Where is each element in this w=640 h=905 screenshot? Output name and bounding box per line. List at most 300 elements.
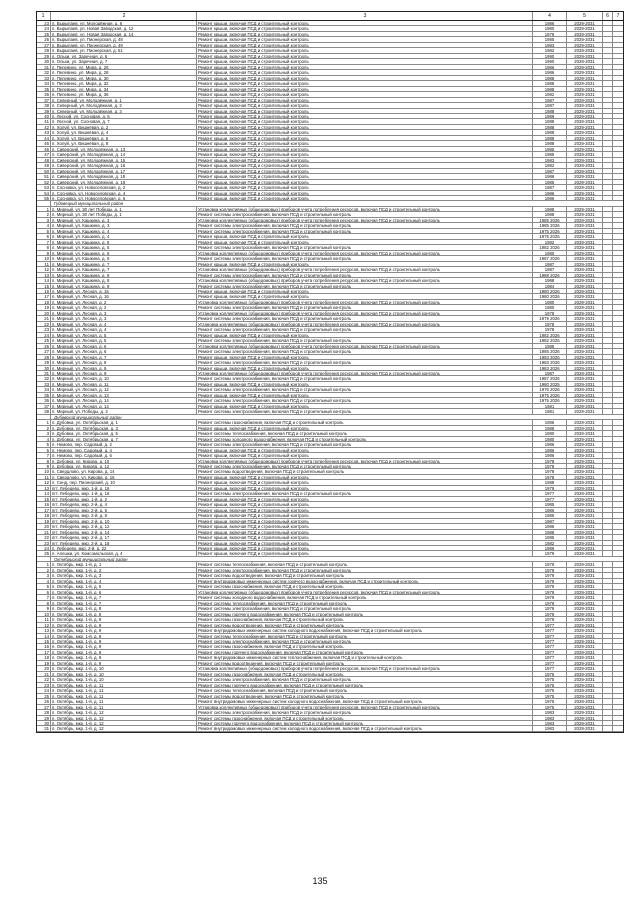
empty-cell [613, 65, 623, 69]
work-type-cell: Ремонт крыши, включая ПСД и строительный контроль [197, 54, 533, 58]
work-type-cell: Ремонт системы теплоснабжения, включая ПСД и строительный контроль [197, 562, 533, 566]
empty-cell [603, 37, 613, 41]
year-built-cell: 1986 [533, 196, 567, 200]
row-number-cell: 26 [37, 344, 51, 348]
year-built-cell: 1988 [533, 207, 567, 211]
row-number-cell: 24 [37, 333, 51, 337]
year-built-cell: 1978 [533, 475, 567, 479]
empty-cell [613, 37, 623, 41]
empty-cell [613, 114, 623, 118]
year-built-cell: 1980 2026 [533, 289, 567, 293]
year-built-cell: 1987 [533, 185, 567, 189]
year-built-cell: 1978 [533, 327, 567, 331]
empty-cell [613, 617, 623, 621]
address-cell: п. Дубовка, ул. Октябрьская, д. 3 [51, 426, 197, 430]
period-cell: 2029-2031 [567, 393, 603, 397]
work-type-cell: Ремонт крыши, включая ПСД и строительный контроль [197, 475, 533, 479]
row-number-cell: 38 [37, 103, 51, 107]
address-cell: п. Мирный, ул. Кашкина, д. 5 [51, 240, 197, 244]
empty-cell [613, 174, 623, 178]
work-type-cell: Ремонт системы электроснабжения, включая ПСД и строительный контроль [197, 212, 533, 216]
address-cell: п. Октябрь, мкр. 1-й, д. 12 [51, 726, 197, 730]
year-built-cell: 1985 [533, 37, 567, 41]
row-number-cell: 7 [37, 595, 51, 599]
year-built-cell: 1986 [533, 448, 567, 452]
year-built-cell: 1982 [533, 163, 567, 167]
address-cell: п. Октябрь, мкр. 1-й, д. 11 [51, 705, 197, 709]
work-type-cell: Ремонт крыши, включая ПСД и строительный контроль [197, 59, 533, 63]
work-type-cell: Установка коллективных (общедомовых) приборов учета потребления ресурсов, включая ПСД и строительный контроль [197, 371, 533, 375]
year-built-cell: 1986 [533, 70, 567, 74]
row-number-cell: 7 [37, 240, 51, 244]
row-number-cell: 10 [37, 256, 51, 260]
row-number-cell: 31 [37, 65, 51, 69]
year-built-cell: 1986 [533, 191, 567, 195]
address-cell: п. Мирный, ул. Лесная, д. 16 [51, 294, 197, 298]
row-number-cell: 21 [37, 316, 51, 320]
address-cell: п. Октябрь, мкр. 1-й, д. 9 [51, 661, 197, 665]
work-type-cell: Ремонт крыши, включая ПСД и строительный контроль [197, 136, 533, 140]
year-built-cell: 1983 [533, 721, 567, 725]
empty-cell [603, 612, 613, 616]
year-built-cell: 1977 [533, 491, 567, 495]
empty-cell [603, 426, 613, 430]
row-number-cell: 22 [37, 677, 51, 681]
period-cell: 2029-2031 [567, 644, 603, 648]
address-cell: пгт. Лебедево, мкр. 1-й, д. 2 [51, 497, 197, 501]
address-cell: п. Мирный, ул. Лесная, д. 11 [51, 382, 197, 386]
section-title: Гудовецкий муниципальный район [54, 201, 124, 206]
address-cell: п. Пелевино, ул. Мира, д. 32 [51, 81, 197, 85]
year-built-cell: 1983 [533, 710, 567, 714]
address-cell: п. Ольхи, ул. Заречная, д. 6 [51, 54, 197, 58]
period-cell: 2029-2031 [567, 21, 603, 25]
row-number-cell: 5 [37, 229, 51, 233]
empty-cell [613, 119, 623, 123]
empty-cell [603, 65, 613, 69]
address-cell: п. Мирный, ул. Лесная, д. 9 [51, 366, 197, 370]
period-cell: 2029-2031 [567, 617, 603, 621]
empty-cell [603, 185, 613, 189]
empty-cell [613, 491, 623, 495]
year-built-cell: 1986 [533, 453, 567, 457]
empty-cell [613, 300, 623, 304]
empty-cell [613, 371, 623, 375]
address-cell: п. Мирный, ул. Лесная, д. 10 [51, 376, 197, 380]
row-number-cell: 15 [37, 284, 51, 288]
row-number-cell: 16 [37, 644, 51, 648]
empty-cell [603, 644, 613, 648]
period-cell: 2029-2031 [567, 420, 603, 424]
period-cell: 2029-2031 [567, 196, 603, 200]
empty-cell [603, 475, 613, 479]
work-type-cell: Ремонт системы водоотведения, включая ПСД и строительный контроль [197, 469, 533, 473]
empty-cell [613, 185, 623, 189]
address-cell: п. Мирный, ул. Лесная, д. 7 [51, 355, 197, 359]
empty-cell [603, 431, 613, 435]
address-cell: п. Октябрь, мкр. 1-й, д. 9 [51, 639, 197, 643]
address-cell: п. Вырыпаев, ул. Новая Заводская, д. 12 [51, 26, 197, 30]
empty-cell [613, 508, 623, 512]
period-cell: 2029-2031 [567, 387, 603, 391]
address-cell: п. Мирный, ул. Лесная, д. 12 [51, 387, 197, 391]
period-cell: 2029-2031 [567, 710, 603, 714]
empty-cell [613, 284, 623, 288]
period-cell: 2029-2031 [567, 551, 603, 555]
empty-cell [613, 661, 623, 665]
period-cell: 2029-2031 [567, 716, 603, 720]
row-number-cell: 30 [37, 59, 51, 63]
period-cell: 2029-2031 [567, 426, 603, 430]
empty-cell [613, 519, 623, 523]
empty-cell [603, 344, 613, 348]
empty-cell [603, 114, 613, 118]
row-number-cell: 11 [37, 617, 51, 621]
empty-cell [603, 623, 613, 627]
row-number-cell: 34 [37, 81, 51, 85]
empty-cell [603, 661, 613, 665]
table-row [37, 726, 623, 731]
empty-cell [603, 130, 613, 134]
row-number-cell: 28 [37, 48, 51, 52]
row-number-cell: 49 [37, 163, 51, 167]
year-built-cell: 1985 2026 [533, 218, 567, 222]
empty-cell [603, 98, 613, 102]
empty-cell [613, 677, 623, 681]
row-number-cell: 17 [37, 650, 51, 654]
row-number-cell: 23 [37, 21, 51, 25]
work-type-cell: Ремонт крыши, включая ПСД и строительный контроль [197, 382, 533, 386]
address-cell: п. Мирный, ул. Кашкина, д. 4 [51, 229, 197, 233]
period-cell: 2029-2031 [567, 147, 603, 151]
address-cell: п. Пелевино, ул. Мира, д. 26 [51, 65, 197, 69]
work-type-cell: Ремонт крыши, включая ПСД и строительный контроль [197, 169, 533, 173]
work-type-cell: Ремонт крыши, включая ПСД и строительный контроль [197, 130, 533, 134]
row-number-cell: 24 [37, 688, 51, 692]
row-number-cell: 3 [37, 431, 51, 435]
empty-cell [613, 573, 623, 577]
address-cell: п. Октябрь, мкр. 1-й, д. 6 [51, 590, 197, 594]
year-built-cell: 1980 [533, 431, 567, 435]
page-number: 135 [312, 876, 328, 886]
year-built-cell: 1979 [533, 606, 567, 610]
work-type-cell: Установка коллективных (общедомовых) приборов учета потребления ресурсов, включая ПСД и строительный контроль [197, 666, 533, 670]
row-number-cell: 31 [37, 371, 51, 375]
row-number-cell: 10 [37, 612, 51, 616]
period-cell: 2029-2031 [567, 573, 603, 577]
year-built-cell: 1982 2026 [533, 338, 567, 342]
period-cell: 2029-2031 [567, 223, 603, 227]
row-number-cell: 1 [37, 420, 51, 424]
work-type-cell: Ремонт крыши, включая ПСД и строительный контроль [197, 114, 533, 118]
empty-cell [613, 387, 623, 391]
address-cell: пгт. Лебедево, мкр. 1-й, д. 16 [51, 491, 197, 495]
empty-cell [613, 562, 623, 566]
period-cell: 2029-2031 [567, 207, 603, 211]
empty-cell [613, 147, 623, 151]
empty-cell [603, 234, 613, 238]
address-cell: п. Октябрь, мкр. 1-й, д. 9 [51, 628, 197, 632]
empty-cell [613, 442, 623, 446]
empty-cell [603, 360, 613, 364]
empty-cell [603, 721, 613, 725]
address-cell: п. Октябрь, мкр. 1-й, д. 9 [51, 655, 197, 659]
address-cell: пгт. Лебедево, мкр. 2-й, д. 10 [51, 519, 197, 523]
address-cell: п. Сосновка, ул. Новоселовская, д. 6 [51, 196, 197, 200]
empty-cell [603, 256, 613, 260]
work-type-cell: Ремонт внутридомовых инженерных систем холодного водоснабжения, включая ПСД и строительный контроль [197, 726, 533, 730]
row-number-cell: 19 [37, 519, 51, 523]
row-number-cell: 4 [37, 579, 51, 583]
year-built-cell: 1988 2026 [533, 273, 567, 277]
row-number-cell: 18 [37, 655, 51, 659]
work-type-cell: Установка коллективных (общедомовых) приборов учета потребления ресурсов, включая ПСД и строительный контроль [197, 300, 533, 304]
empty-cell [603, 639, 613, 643]
year-built-cell: 1975 [533, 688, 567, 692]
work-type-cell: Установка коллективных (общедомовых) приборов учета потребления ресурсов, включая ПСД и строительный контроль [197, 207, 533, 211]
address-cell: пгт. Лебедево, мкр. 2-й, д. 17 [51, 535, 197, 539]
period-cell: 2029-2031 [567, 355, 603, 359]
empty-cell [613, 475, 623, 479]
section-title: Октябрьский муниципальный район [54, 556, 128, 562]
empty-cell [603, 448, 613, 452]
row-number-cell [37, 557, 51, 561]
work-type-cell: Ремонт системы электроснабжения, включая ПСД и строительный контроль [197, 338, 533, 342]
empty-cell [613, 98, 623, 102]
year-built-cell: 1975 [533, 705, 567, 709]
work-type-cell: Ремонт системы электроснабжения, включая ПСД и строительный контроль [197, 305, 533, 309]
year-built-cell: 1986 [533, 508, 567, 512]
row-number-cell: 24 [37, 26, 51, 30]
address-cell: п. Алешки, ул. Комсомольская, д. 4 [51, 551, 197, 555]
period-cell: 2029-2031 [567, 513, 603, 517]
period-cell: 2029-2031 [567, 300, 603, 304]
empty-cell [603, 212, 613, 216]
empty-cell [613, 305, 623, 309]
empty-cell [603, 284, 613, 288]
empty-cell [613, 43, 623, 47]
row-number-cell: 25 [37, 694, 51, 698]
row-number-cell: 25 [37, 338, 51, 342]
empty-cell [613, 469, 623, 473]
empty-cell [603, 21, 613, 25]
row-number-cell [37, 415, 51, 419]
address-cell: пгт. Лебедево, мкр. 1-й, д. 16 [51, 486, 197, 490]
address-cell: п. Пелевино, ул. Мира, д. 34 [51, 87, 197, 91]
empty-cell [613, 180, 623, 184]
year-built-cell: 1975 2026 [533, 234, 567, 238]
work-type-cell: Ремонт внутридомовых инженерных систем холодного водоснабжения, включая ПСД и строительный контроль [197, 628, 533, 632]
period-cell: 2029-2031 [567, 568, 603, 572]
period-cell: 2029-2031 [567, 480, 603, 484]
address-cell: п. Пелевино, ул. Мира, д. 28 [51, 70, 197, 74]
year-built-cell: 1982 [533, 240, 567, 244]
address-cell: пгт. Лебедево, мкр. 2-й, д. 14 [51, 530, 197, 534]
empty-cell [603, 191, 613, 195]
empty-cell [613, 683, 623, 687]
empty-cell [603, 683, 613, 687]
address-cell: п. Октябрь, мкр. 1-й, д. 4 [51, 579, 197, 583]
empty-cell [603, 601, 613, 605]
row-number-cell: 17 [37, 294, 51, 298]
empty-cell [613, 437, 623, 441]
empty-cell [603, 464, 613, 468]
work-type-cell: Ремонт крыши, включая ПСД и строительный контроль [197, 519, 533, 523]
year-built-cell: 1979 [533, 590, 567, 594]
row-number-cell: 18 [37, 513, 51, 517]
work-type-cell: Ремонт крыши, включая ПСД и строительный контроль [197, 26, 533, 30]
period-cell: 2029-2031 [567, 119, 603, 123]
work-type-cell: Ремонт крыши, включая ПСД и строительный контроль [197, 551, 533, 555]
row-number-cell [37, 201, 51, 205]
work-type-cell: Ремонт системы электроснабжения, включая ПСД и строительный контроль [197, 442, 533, 446]
empty-cell [613, 398, 623, 402]
row-number-cell: 11 [37, 262, 51, 266]
period-cell: 2029-2031 [567, 726, 603, 730]
empty-cell [603, 59, 613, 63]
row-number-cell: 23 [37, 541, 51, 545]
work-type-cell: Ремонт крыши, включая ПСД и строительный контроль [197, 453, 533, 457]
empty-cell [603, 376, 613, 380]
address-cell: п. Октябрь, мкр. 1-й, д. 11 [51, 688, 197, 692]
row-number-cell: 30 [37, 366, 51, 370]
period-cell: 2029-2031 [567, 37, 603, 41]
empty-cell [603, 338, 613, 342]
period-cell: 2029-2031 [567, 311, 603, 315]
work-type-cell: Ремонт системы газоснабжения, включая ПСД и строительный контроль [197, 420, 533, 424]
address-cell: п. Октябрь, мкр. 1-й, д. 9 [51, 644, 197, 648]
empty-cell [613, 256, 623, 260]
address-cell: п. Дубовка, ул. Октябрьская, д. 1 [51, 420, 197, 424]
period-cell: 2029-2031 [567, 431, 603, 435]
empty-cell [603, 169, 613, 173]
empty-cell [613, 245, 623, 249]
empty-cell [613, 612, 623, 616]
address-cell: п. Вырыпаев, ул. Пионерская, д. 48 [51, 37, 197, 41]
empty-cell [603, 453, 613, 457]
row-number-cell: 9 [37, 464, 51, 468]
work-type-cell: Ремонт системы электроснабжения, включая ПСД и строительный контроль [197, 327, 533, 331]
empty-cell [613, 26, 623, 30]
empty-cell [603, 294, 613, 298]
work-type-cell: Ремонт системы горячего водоснабжения, включая ПСД и строительный контроль [197, 612, 533, 616]
work-type-cell: Ремонт системы горячего водоснабжения, включая ПСД и строительный контроль [197, 683, 533, 687]
period-cell: 2029-2031 [567, 382, 603, 386]
year-built-cell: 1982 2026 [533, 245, 567, 249]
address-cell: п. Октябрь, мкр. 1-й, д. 12 [51, 710, 197, 714]
empty-cell [613, 448, 623, 452]
row-number-cell: 43 [37, 130, 51, 134]
empty-cell [603, 535, 613, 539]
empty-cell [603, 81, 613, 85]
period-cell: 2029-2031 [567, 442, 603, 446]
year-built-cell: 1979 [533, 579, 567, 583]
year-built-cell: 1979 [533, 551, 567, 555]
year-built-cell: 1986 [533, 513, 567, 517]
row-number-cell: 9 [37, 606, 51, 610]
work-type-cell: Ремонт крыши, включая ПСД и строительный контроль [197, 191, 533, 195]
work-type-cell: Ремонт крыши, включая ПСД и строительный контроль [197, 530, 533, 534]
address-cell: пгт. Лебедево, мкр. 2-й, д. 4 [51, 502, 197, 506]
empty-cell [603, 371, 613, 375]
address-cell: п. Мирный, ул. Кашкина, д. 3 [51, 223, 197, 227]
year-built-cell: 1983 2026 [533, 355, 567, 359]
row-number-cell: 4 [37, 437, 51, 441]
year-built-cell: 1985 2026 [533, 349, 567, 353]
period-cell: 2029-2031 [567, 546, 603, 550]
row-number-cell: 7 [37, 453, 51, 457]
year-built-cell: 1975 [533, 683, 567, 687]
year-built-cell: 1987 [533, 267, 567, 271]
period-cell: 2029-2031 [567, 305, 603, 309]
address-cell: п. Мирный, ул. Лесная, д. 9 [51, 371, 197, 375]
work-type-cell: Ремонт системы электроснабжения, включая ПСД и строительный контроль [197, 223, 533, 227]
year-built-cell: 1985 [533, 152, 567, 156]
period-cell: 2029-2031 [567, 278, 603, 282]
year-built-cell: 1983 [533, 726, 567, 730]
empty-cell [603, 152, 613, 156]
empty-cell [613, 393, 623, 397]
work-type-cell: Ремонт крыши, включая ПСД и строительный контроль [197, 546, 533, 550]
year-built-cell: 1981 [533, 404, 567, 408]
period-cell: 2029-2031 [567, 327, 603, 331]
empty-cell [603, 513, 613, 517]
work-type-cell: Ремонт системы водоотведения, включая ПСД и строительный контроль [197, 573, 533, 577]
empty-cell [603, 322, 613, 326]
empty-cell [603, 716, 613, 720]
address-cell: п. Холуй, ул. Вишнёвая, д. 6 [51, 136, 197, 140]
empty-cell [603, 628, 613, 632]
empty-cell [613, 376, 623, 380]
row-number-cell: 21 [37, 672, 51, 676]
row-number-cell: 4 [37, 223, 51, 227]
year-built-cell: 1988 [533, 212, 567, 216]
year-built-cell: 1988 [533, 278, 567, 282]
period-cell: 2029-2031 [567, 721, 603, 725]
row-number-cell: 29 [37, 54, 51, 58]
work-type-cell: Ремонт крыши, включая ПСД и строительный контроль [197, 125, 533, 129]
address-cell: п. Мирный, ул. Кашкина, д. 8 [51, 273, 197, 277]
empty-cell [613, 666, 623, 670]
row-number-cell: 14 [37, 491, 51, 495]
address-cell: п. Северный, ул. Молодёжная, д. 3 [51, 109, 197, 113]
empty-cell [603, 311, 613, 315]
row-number-cell: 26 [37, 37, 51, 41]
period-cell: 2029-2031 [567, 606, 603, 610]
year-built-cell: 1984 [533, 284, 567, 288]
address-cell: п. Немово, пер. Садовый, д. 2 [51, 442, 197, 446]
year-built-cell: 1983 2026 [533, 360, 567, 364]
work-type-cell: Ремонт крыши, включая ПСД и строительный контроль [197, 480, 533, 484]
period-cell: 2029-2031 [567, 158, 603, 162]
row-number-cell: 53 [37, 185, 51, 189]
row-number-cell: 42 [37, 125, 51, 129]
period-cell: 2029-2031 [567, 612, 603, 616]
empty-cell [613, 316, 623, 320]
row-number-cell: 15 [37, 497, 51, 501]
address-cell: п. Пелевино, ул. Мира, д. 36 [51, 92, 197, 96]
address-cell: п. Октябрь, мкр. 1-й, д. 10 [51, 677, 197, 681]
empty-cell [603, 398, 613, 402]
header-col-2: 2 [51, 12, 197, 20]
row-number-cell: 36 [37, 398, 51, 402]
year-built-cell: 1975 [533, 677, 567, 681]
work-type-cell: Ремонт системы водоотведения, включая ПСД и строительный контроль [197, 661, 533, 665]
row-number-cell: 25 [37, 32, 51, 36]
period-cell: 2029-2031 [567, 245, 603, 249]
year-built-cell: 1979 [533, 311, 567, 315]
year-built-cell: 1979 [533, 486, 567, 490]
